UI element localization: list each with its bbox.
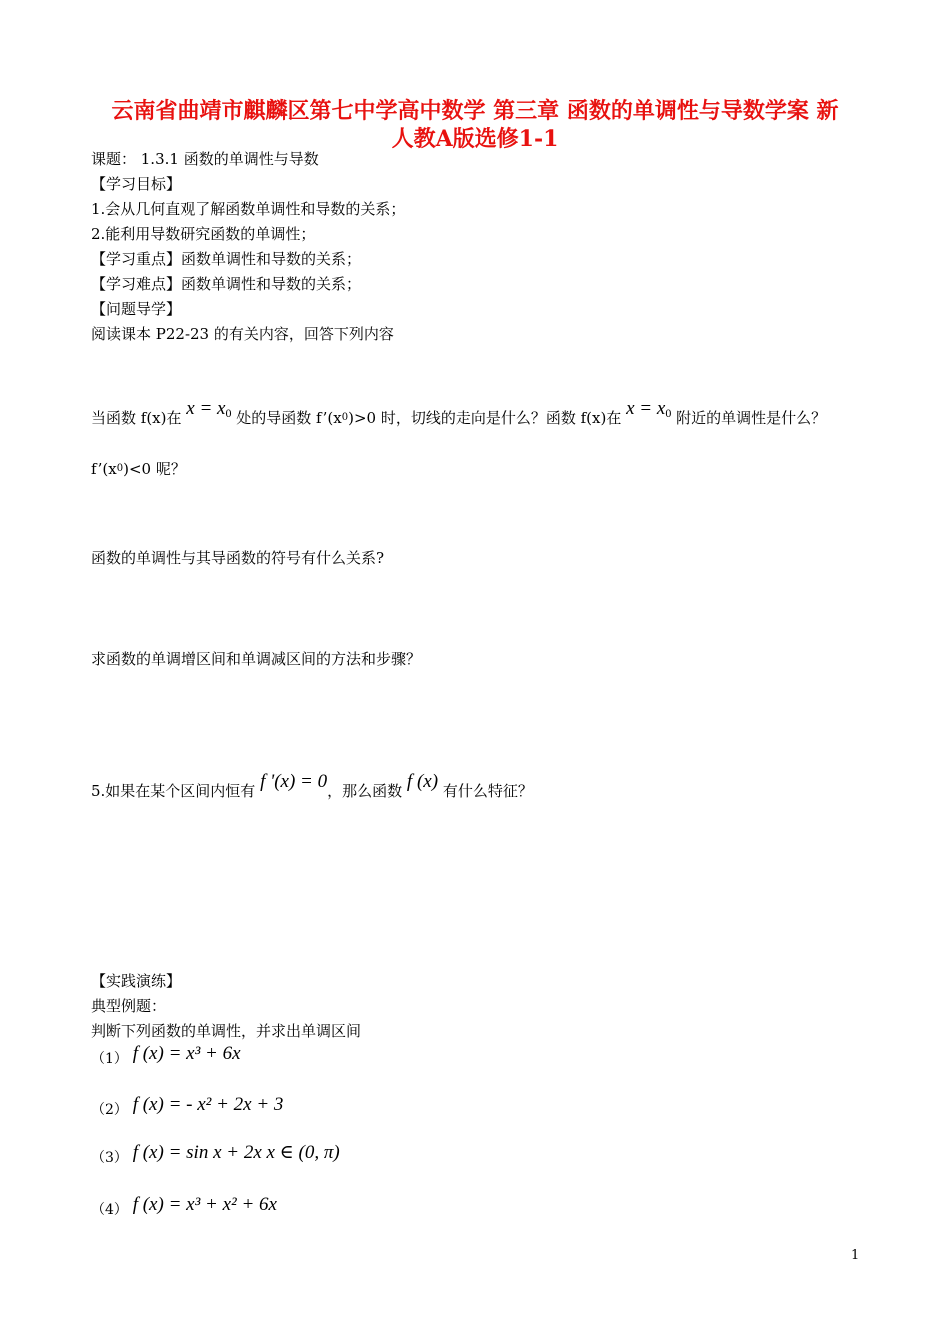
reading-instruction: 阅读课本 P22-23 的有关内容，回答下列内容 bbox=[91, 325, 394, 343]
goals-heading: 【学习目标】 bbox=[91, 175, 182, 193]
exercise-4: （4） f (x) = x³ + x² + 6x bbox=[91, 1194, 277, 1218]
x-equals-x0-math-2: x = x0 bbox=[626, 398, 672, 420]
goal-1: 1.会从几何直观了解函数单调性和导数的关系； bbox=[91, 200, 406, 218]
difficulty: 【学习难点】函数单调性和导数的关系； bbox=[91, 275, 362, 293]
q1-text-b: 处的导函数 f’(x bbox=[236, 409, 342, 427]
exercise-3: （3） f (x) = sin x + 2x x ∈ (0, π) bbox=[91, 1142, 340, 1166]
page-number: 1 bbox=[851, 1248, 860, 1263]
example-heading: 典型例题： bbox=[91, 997, 167, 1015]
practice-heading: 【实践演练】 bbox=[91, 972, 182, 990]
derivative-zero-math: f '(x) = 0 bbox=[260, 771, 328, 792]
key-point: 【学习重点】函数单调性和导数的关系； bbox=[91, 250, 362, 268]
document-title-line1: 云南省曲靖市麒麟区第七中学高中数学 第三章 函数的单调性与导数学案 新 bbox=[111, 98, 839, 124]
exercise-1: （1） f (x) = x³ + 6x bbox=[91, 1043, 241, 1067]
question-1-line1 bbox=[91, 398, 827, 432]
q1-text-a: 当函数 f(x)在 bbox=[91, 409, 182, 427]
practice-instruction: 判断下列函数的单调性，并求出单调区间 bbox=[91, 1022, 362, 1040]
zero-superscript: 0 bbox=[341, 412, 349, 423]
exercise-2: （2） f (x) = - x² + 2x + 3 bbox=[91, 1094, 284, 1118]
topic-line: 课题： 1.3.1 函数的单调性与导数 bbox=[91, 150, 319, 168]
question-5: 5.如果在某个区间内恒有 f '(x) = 0，那么函数 f (x) 有什么特征？ bbox=[91, 771, 533, 800]
q1-text-c: )>0 时，切线的走向是什么？函数 f(x)在 bbox=[348, 409, 622, 427]
guide-heading: 【问题导学】 bbox=[91, 300, 182, 318]
fx-math: f (x) bbox=[406, 771, 439, 792]
document-title-line2: 人教A版选修1-1 bbox=[391, 126, 559, 152]
question-3: 求函数的单调增区间和单调减区间的方法和步骤？ bbox=[91, 650, 422, 668]
goal-2: 2.能利用导数研究函数的单调性； bbox=[91, 225, 316, 243]
question-2: 函数的单调性与其导函数的符号有什么关系? bbox=[91, 549, 385, 567]
x-equals-x0-math: x = x0 bbox=[186, 398, 232, 420]
question-1-line2: $f’(x^0)<0$ 呢？ bbox=[91, 460, 186, 478]
q1-text-d: 附近的单调性是什么？ bbox=[676, 409, 827, 427]
